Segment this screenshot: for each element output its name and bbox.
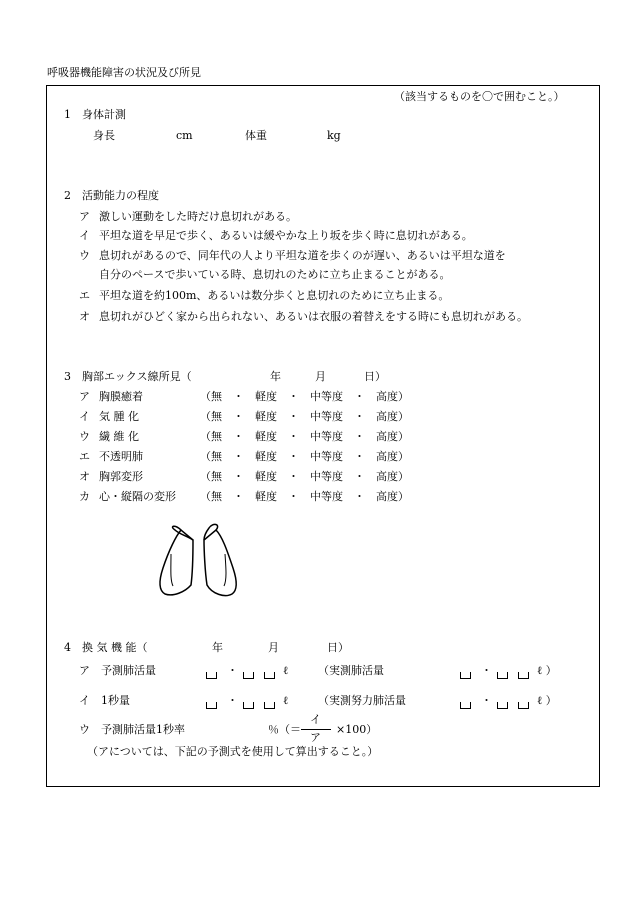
activity-letter-o: オ: [79, 310, 90, 323]
xray-label-i: 気 腫 化: [99, 410, 139, 423]
vent-letter-u: ウ: [79, 723, 90, 736]
fev1-box-1: [206, 702, 217, 709]
xray-scale-o: （無 ・ 軽度 ・ 中等度 ・ 高度）: [200, 470, 409, 483]
section-3-heading: 3 胸部エックス線所見（: [64, 370, 192, 383]
xray-letter-u: ウ: [79, 430, 90, 443]
xray-day: 日）: [364, 370, 386, 383]
xray-letter-i: イ: [79, 410, 90, 423]
measured-vc-unit: ℓ ）: [537, 664, 557, 677]
xray-scale-ka: （無 ・ 軽度 ・ 中等度 ・ 高度）: [200, 490, 409, 503]
xray-scale-i: （無 ・ 軽度 ・ 中等度 ・ 高度）: [200, 410, 409, 423]
activity-text-e: 平坦な道を約100m、あるいは数分歩くと息切れのために立ち止まる。: [99, 289, 450, 302]
xray-letter-ka: カ: [79, 490, 90, 503]
measured-vc-dot: ・: [481, 664, 492, 677]
xray-letter-o: オ: [79, 470, 90, 483]
xray-label-u: 繊 維 化: [99, 430, 139, 443]
activity-letter-i: イ: [79, 229, 90, 242]
measured-fvc-box-2: [497, 702, 508, 709]
xray-year: 年: [270, 370, 281, 383]
predicted-vc-dot: ・: [227, 664, 238, 677]
vent-day: 日）: [327, 641, 349, 654]
xray-label-e: 不透明肺: [99, 450, 143, 463]
weight-label: 体重: [245, 129, 267, 142]
measured-fvc-unit: ℓ ）: [537, 694, 557, 707]
predicted-vc-unit: ℓ: [283, 664, 289, 677]
predicted-vc-label: 予測肺活量: [101, 664, 156, 677]
formula-note: （アについては、下記の予測式を使用して算出すること。）: [87, 745, 379, 758]
weight-unit: kg: [327, 129, 341, 142]
xray-letter-e: エ: [79, 450, 90, 463]
fev1-ratio-label: 予測肺活量1秒率: [101, 723, 185, 736]
fev1-box-3: [264, 702, 275, 709]
activity-text-a: 激しい運動をした時だけ息切れがある。: [99, 210, 297, 223]
xray-scale-u: （無 ・ 軽度 ・ 中等度 ・ 高度）: [200, 430, 409, 443]
fraction-multiplier: ×100）: [336, 723, 378, 736]
lung-diagram: [155, 520, 245, 600]
fev1-ratio-pct: ％（＝: [268, 723, 301, 736]
activity-text-o: 息切れがひどく家から出られない、あるいは衣服の着替えをする時にも息切れがある。: [99, 310, 528, 323]
activity-letter-e: エ: [79, 289, 90, 302]
vent-year: 年: [212, 641, 223, 654]
fraction-bar: [301, 729, 331, 730]
measured-fvc-dot: ・: [481, 694, 492, 707]
measured-fvc-label: （実測努力肺活量: [318, 694, 406, 707]
height-unit: cm: [176, 129, 193, 142]
fraction-denominator: ア: [310, 731, 321, 744]
xray-scale-a: （無 ・ 軽度 ・ 中等度 ・ 高度）: [200, 390, 409, 403]
predicted-vc-box-1: [206, 672, 217, 679]
measured-vc-box-1: [460, 672, 471, 679]
xray-scale-e: （無 ・ 軽度 ・ 中等度 ・ 高度）: [200, 450, 409, 463]
fev1-label: 1秒量: [101, 694, 130, 707]
activity-letter-a: ア: [79, 210, 90, 223]
instruction-note: （該当するものを〇で囲むこと。）: [394, 90, 565, 103]
measured-fvc-box-1: [460, 702, 471, 709]
section-2-heading: 2 活動能力の程度: [64, 189, 159, 202]
predicted-vc-box-2: [243, 672, 254, 679]
section-4-heading: 4 換 気 機 能（: [64, 641, 148, 654]
fev1-unit: ℓ: [283, 694, 289, 707]
xray-label-ka: 心・縦隔の変形: [99, 490, 176, 503]
predicted-vc-box-3: [264, 672, 275, 679]
vent-month: 月: [268, 641, 279, 654]
activity-text-i: 平坦な道を早足で歩く、あるいは緩やかな上り坂を歩く時に息切れがある。: [99, 229, 473, 242]
activity-letter-u: ウ: [79, 249, 90, 262]
form-title: 呼吸器機能障害の状況及び所見: [47, 66, 201, 79]
activity-text-u: 息切れがあるので、同年代の人より平坦な道を歩くのが遅い、あるいは平坦な道を: [99, 249, 506, 262]
measured-fvc-box-3: [518, 702, 529, 709]
measured-vc-label: （実測肺活量: [318, 664, 384, 677]
fev1-box-2: [243, 702, 254, 709]
measured-vc-box-2: [497, 672, 508, 679]
xray-month: 月: [315, 370, 326, 383]
vent-letter-i: イ: [79, 694, 90, 707]
activity-text-u-cont: 自分のペースで歩いている時、息切れのために立ち止まることがある。: [99, 268, 451, 281]
height-label: 身長: [93, 129, 115, 142]
xray-label-o: 胸郭変形: [99, 470, 143, 483]
fev1-dot: ・: [227, 694, 238, 707]
fraction-numerator: イ: [310, 713, 321, 726]
vent-letter-a: ア: [79, 664, 90, 677]
xray-label-a: 胸膜癒着: [99, 390, 143, 403]
section-1-heading: 1 身体計測: [64, 108, 126, 121]
xray-letter-a: ア: [79, 390, 90, 403]
measured-vc-box-3: [518, 672, 529, 679]
